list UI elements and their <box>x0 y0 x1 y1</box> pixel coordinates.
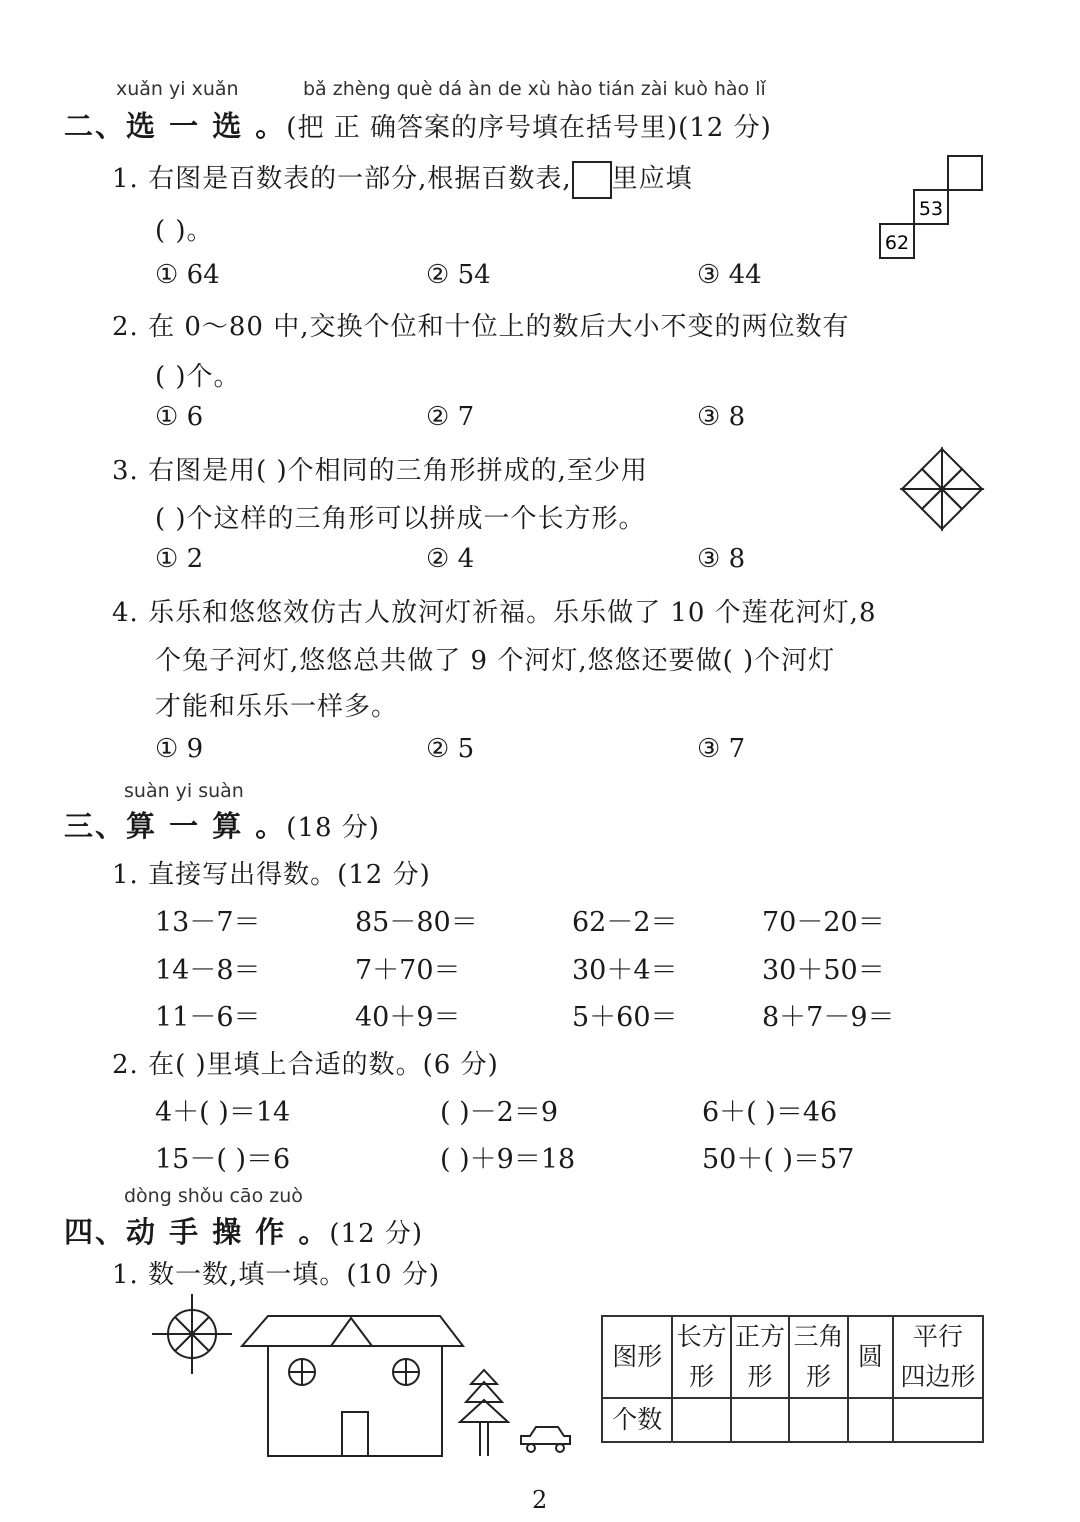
draw-q1-title: 1. 数一数,填一填。(10 分) <box>112 1260 440 1290</box>
fill-blank-item[interactable]: 50＋( )＝57 <box>702 1144 855 1175</box>
calc-item[interactable]: 5＋60＝ <box>572 1002 678 1033</box>
table-header-shape: 图形 <box>602 1316 672 1398</box>
count-cell-rectangle[interactable] <box>672 1398 730 1442</box>
calc-item[interactable]: 40＋9＝ <box>355 1002 461 1033</box>
section2-subtitle: (把 正 确答案的序号填在括号里)(12 分) <box>286 113 772 143</box>
col-rectangle: 长方 形 <box>672 1316 730 1398</box>
q1-text-post: 里应填 <box>611 164 693 194</box>
calc-item[interactable]: 30＋4＝ <box>572 955 678 986</box>
calc-item[interactable]: 14－8＝ <box>155 955 261 986</box>
q1-option-3[interactable]: ③ 44 <box>697 260 762 290</box>
section4-pinyin: dòng shǒu cāo zuò <box>124 1185 303 1207</box>
tree-icon <box>460 1370 508 1456</box>
car-icon <box>521 1427 570 1452</box>
q3-line2: ( )个这样的三角形可以拼成一个长方形。 <box>155 504 646 534</box>
calc-item[interactable]: 85－80＝ <box>355 907 478 938</box>
q3-option-1[interactable]: ① 2 <box>155 544 204 574</box>
fill-blank-item[interactable]: ( )＋9＝18 <box>440 1144 576 1175</box>
chart-cell-62: 62 <box>884 232 910 254</box>
fill-blank-item[interactable]: 6＋( )＝46 <box>702 1097 838 1128</box>
section2-heading <box>64 104 772 145</box>
count-cell-triangle[interactable] <box>789 1398 847 1442</box>
q1-text-pre: 1. 右图是百数表的一部分,根据百数表, <box>112 164 572 194</box>
q4-option-1[interactable]: ① 9 <box>155 734 204 764</box>
section2-pinyin-subtitle: bǎ zhèng què dá àn de xù hào tián zài kuò hào lǐ <box>303 78 766 100</box>
q2-option-1[interactable]: ① 6 <box>155 402 204 432</box>
q1-line1 <box>112 158 693 199</box>
fill-blank-item[interactable]: 15－( )＝6 <box>155 1144 291 1175</box>
calc-item[interactable]: 8＋7－9＝ <box>762 1002 895 1033</box>
calc-item[interactable]: 13－7＝ <box>155 907 261 938</box>
count-cell-square[interactable] <box>731 1398 789 1442</box>
section3-title: 三、算 一 算 。 <box>64 809 287 843</box>
calc-item[interactable]: 11－6＝ <box>155 1002 261 1033</box>
col-circle: 圆 <box>848 1316 893 1398</box>
q4-option-3[interactable]: ③ 7 <box>697 734 746 764</box>
count-cell-parallelogram[interactable] <box>893 1398 983 1442</box>
q3-line1: 3. 右图是用( )个相同的三角形拼成的,至少用 <box>112 456 648 486</box>
fill-blank-item[interactable]: 4＋( )＝14 <box>155 1097 291 1128</box>
section3-subtitle: (18 分) <box>286 813 380 843</box>
section4-title: 四、动 手 操 作 。 <box>64 1215 330 1249</box>
col-square: 正方 形 <box>731 1316 789 1398</box>
col-parallelogram: 平行 四边形 <box>893 1316 983 1398</box>
q1-option-2[interactable]: ② 54 <box>426 260 491 290</box>
section3-heading <box>64 804 380 845</box>
section2-title: 二、选 一 选 。 <box>64 109 287 143</box>
col-triangle: 三角 形 <box>789 1316 847 1398</box>
count-cell-circle[interactable] <box>848 1398 893 1442</box>
q4-line2: 个兔子河灯,悠悠总共做了 9 个河灯,悠悠还要做( )个河灯 <box>155 646 836 676</box>
q4-option-2[interactable]: ② 5 <box>426 734 475 764</box>
q2-option-2[interactable]: ② 7 <box>426 402 475 432</box>
q4-line1: 4. 乐乐和悠悠效仿古人放河灯祈福。乐乐做了 10 个莲花河灯,8 <box>112 598 877 628</box>
q2-line1: 2. 在 0～80 中,交换个位和十位上的数后大小不变的两位数有 <box>112 312 850 342</box>
q1-option-1[interactable]: ① 64 <box>155 260 220 290</box>
house-icon <box>242 1316 463 1456</box>
calc-item[interactable]: 30＋50＝ <box>762 955 885 986</box>
calc-item[interactable]: 62－2＝ <box>572 907 678 938</box>
shape-count-table <box>601 1315 984 1443</box>
section4-subtitle: (12 分) <box>329 1219 424 1249</box>
table-header-count: 个数 <box>602 1398 672 1442</box>
q2-answer-blank[interactable]: ( )个。 <box>155 362 241 392</box>
section4-heading <box>64 1210 423 1251</box>
calc-q1-title: 1. 直接写出得数。(12 分) <box>112 860 431 890</box>
q2-option-3[interactable]: ③ 8 <box>697 402 746 432</box>
calc-item[interactable]: 70－20＝ <box>762 907 885 938</box>
calc-item[interactable]: 7＋70＝ <box>355 955 461 986</box>
fill-blank-item[interactable]: ( )－2＝9 <box>440 1097 559 1128</box>
calc-q2-title: 2. 在( )里填上合适的数。(6 分) <box>112 1050 499 1080</box>
page-number: 2 <box>532 1486 548 1514</box>
q1-answer-blank[interactable]: ( )。 <box>155 216 214 246</box>
sun-icon <box>152 1294 232 1374</box>
q3-option-2[interactable]: ② 4 <box>426 544 475 574</box>
chart-cell-53: 53 <box>918 198 944 220</box>
section3-pinyin: suàn yi suàn <box>124 780 244 802</box>
section2-pinyin-title: xuǎn yi xuǎn <box>116 78 239 100</box>
q3-option-3[interactable]: ③ 8 <box>697 544 746 574</box>
q4-line3: 才能和乐乐一样多。 <box>155 692 399 722</box>
answer-box <box>572 161 612 199</box>
